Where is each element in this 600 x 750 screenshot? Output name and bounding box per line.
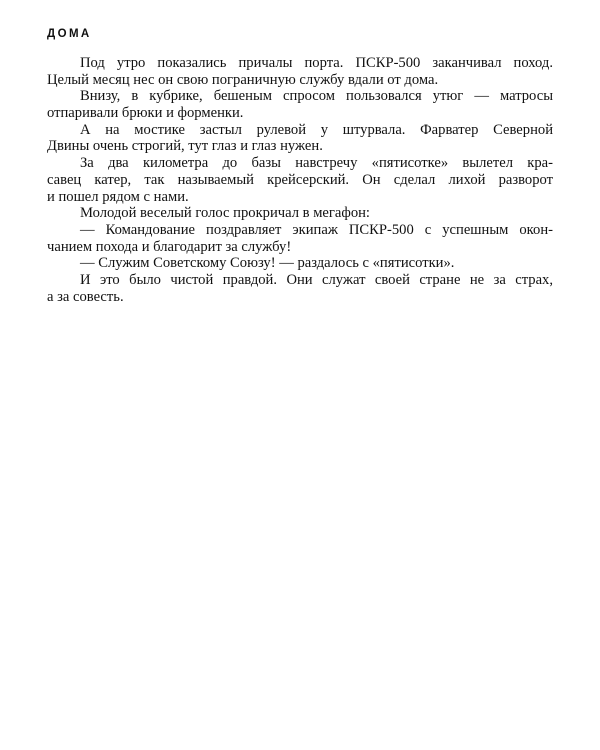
text-line: Внизу, в кубрике, бешеным спросом пользовался утюг — матросы	[80, 88, 553, 105]
text-line: отпаривали брюки и форменки.	[47, 105, 244, 122]
paragraph	[47, 272, 553, 305]
text-line: Под утро показались причалы порта. ПСКР-500 заканчивал поход.	[80, 55, 553, 71]
text-line: — Служим Советскому Союзу! — раздалось с «пятисотки».	[80, 255, 455, 272]
text-line: За два километра до базы навстречу «пятисотке» вылетел кра-	[80, 155, 553, 172]
paragraph	[47, 88, 553, 121]
article-body	[47, 55, 553, 305]
paragraph	[47, 205, 553, 222]
paragraph	[47, 255, 553, 272]
text-line: — Командование поздравляет экипаж ПСКР-500 с успешным окон-	[80, 221, 553, 238]
text-line: чанием похода и благодарит за службу!	[47, 238, 292, 255]
text-line: И это было чистой правдой. Они служат своей стране не за страх,	[80, 271, 553, 288]
paragraph	[47, 122, 553, 155]
text-line: а за совесть.	[47, 288, 124, 305]
text-line: Молодой веселый голос прокричал в мегафон:	[80, 205, 370, 222]
paragraph	[47, 55, 553, 88]
text-line: Двины очень строгий, тут глаз и глаз нужен.	[47, 138, 323, 155]
text-line: А на мостике застыл рулевой у штурвала. Фарватер Северной	[80, 121, 553, 138]
paragraph	[47, 155, 553, 205]
text-line: и пошел рядом с нами.	[47, 188, 189, 205]
text-line: савец катер, так называемый крейсерский. Он сделал лихой разворот	[47, 171, 553, 188]
section-heading: ДОМА	[47, 28, 92, 40]
text-line: Целый месяц нес он свою пограничную службу вдали от дома.	[47, 71, 439, 88]
paragraph	[47, 222, 553, 255]
